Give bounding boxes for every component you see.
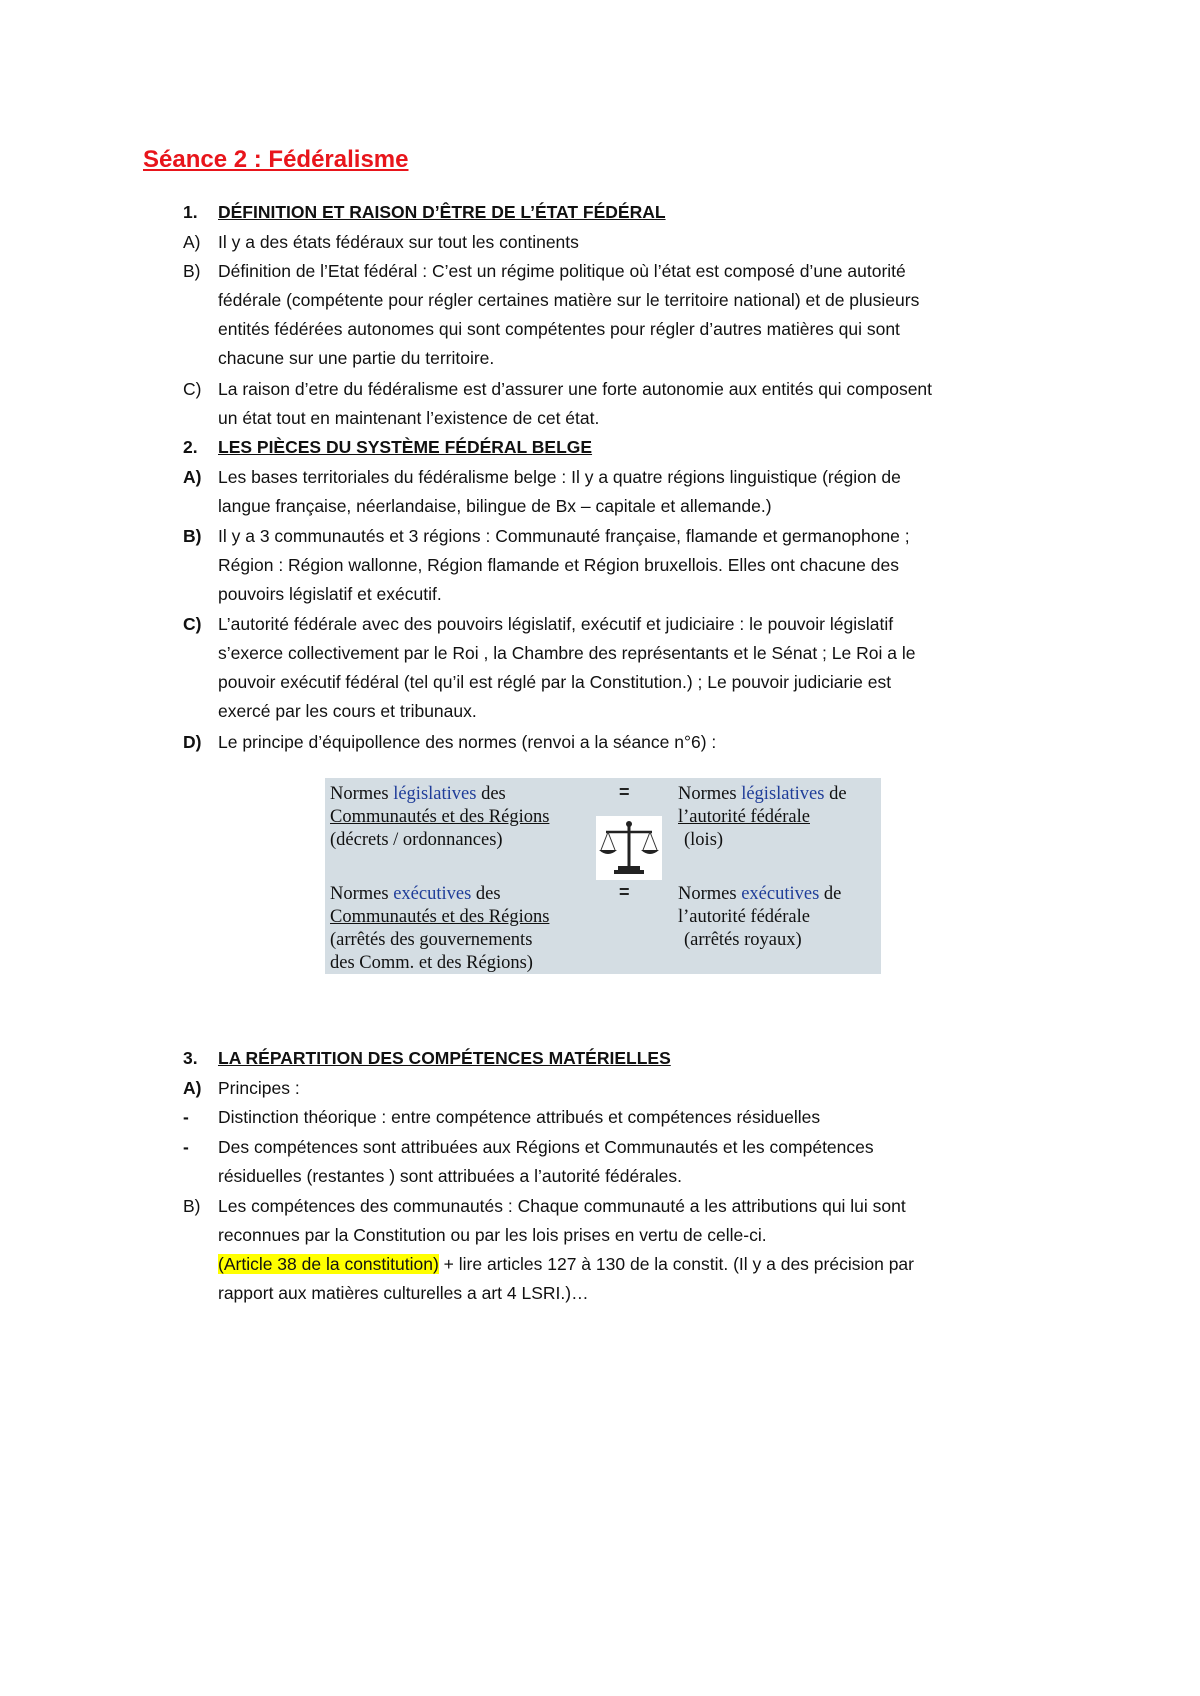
s2-c-line1: L’autorité fédérale avec des pouvoirs législatif, exécutif et judiciaire : le pouvoir législatif: [218, 614, 894, 634]
box-bottom-left-line2: Communautés et des Régions: [330, 907, 550, 927]
s2-b-line3: pouvoirs législatif et exécutif.: [218, 584, 442, 604]
s2-c-marker: C): [183, 614, 202, 634]
box-top-left-line1: Normes législatives des: [330, 784, 506, 804]
scales-of-justice-graphic: [596, 816, 662, 880]
box-top-right-line2: l’autorité fédérale: [678, 807, 810, 827]
s2-b-line2: Région : Région wallonne, Région flamande et Région bruxellois. Elles ont chacune des: [218, 555, 899, 575]
s3-a-marker: A): [183, 1078, 202, 1098]
box-top-left-line2: Communautés et des Régions: [330, 807, 550, 827]
s2-b-marker: B): [183, 526, 202, 546]
section-3-heading: LA RÉPARTITION DES COMPÉTENCES MATÉRIELLES: [218, 1048, 671, 1068]
s1-b-marker: B): [183, 261, 201, 281]
s1-b-line3: entités fédérées autonomes qui sont compétentes pour régler d’autres matières qui sont: [218, 319, 900, 339]
highlighted-article-38: (Article 38 de la constitution): [218, 1254, 439, 1274]
section-1-number: 1.: [183, 202, 198, 222]
s3-b-line4: rapport aux matières culturelles a art 4 LSRI.)…: [218, 1283, 589, 1303]
box-top-left-line3: (décrets / ordonnances): [330, 830, 503, 850]
s2-a-line1: Les bases territoriales du fédéralisme belge : Il y a quatre régions linguistique (région de: [218, 467, 901, 487]
box-bottom-left-line4: des Comm. et des Régions): [330, 953, 533, 973]
section-2-number: 2.: [183, 437, 198, 457]
box-top-right-line3: (lois): [684, 830, 724, 850]
section-1-heading: DÉFINITION ET RAISON D’ÊTRE DE L’ÉTAT FÉDÉRAL: [218, 202, 666, 222]
s3-dash2-line1: Des compétences sont attribuées aux Régions et Communautés et les compétences: [218, 1137, 874, 1157]
s3-dash1-marker: -: [183, 1107, 189, 1127]
box-top-right-line1: Normes législatives de: [678, 784, 847, 804]
s1-b-line1: Définition de l’Etat fédéral : C’est un régime politique où l’état est composé d’une autorité: [218, 261, 906, 281]
s3-b-marker: B): [183, 1196, 201, 1216]
s3-b-line1: Les compétences des communautés : Chaque communauté a les attributions qui lui sont: [218, 1196, 906, 1216]
s2-a-marker: A): [183, 467, 202, 487]
s2-c-line2: s’exerce collectivement par le Roi , la Chambre des représentants et le Sénat ; Le Roi a le: [218, 643, 916, 663]
scales-of-justice-icon: [596, 816, 662, 880]
s1-b-line2: fédérale (compétente pour régler certaines matière sur le territoire national) et de plusieurs: [218, 290, 920, 310]
section-2-heading: LES PIÈCES DU SYSTÈME FÉDÉRAL BELGE: [218, 437, 593, 457]
s2-a-line2: langue française, néerlandaise, bilingue de Bx – capitale et allemande.): [218, 496, 772, 516]
page-title: Séance 2 : Fédéralisme: [143, 146, 409, 173]
equals-sign-top: =: [619, 782, 630, 802]
box-bottom-left-line3: (arrêtés des gouvernements: [330, 930, 533, 950]
s3-dash1-text: Distinction théorique : entre compétence attribués et compétences résiduelles: [218, 1107, 821, 1127]
s2-d-marker: D): [183, 732, 202, 752]
s2-d-text: Le principe d’équipollence des normes (renvoi a la séance n°6) :: [218, 732, 717, 752]
s1-c-marker: C): [183, 379, 202, 399]
box-bottom-right-line3: (arrêtés royaux): [684, 930, 802, 950]
s3-dash2-marker: -: [183, 1137, 189, 1157]
box-bottom-right-line2: l’autorité fédérale: [678, 907, 810, 927]
s2-b-line1: Il y a 3 communautés et 3 régions : Communauté française, flamande et germanophone ;: [218, 526, 910, 546]
s3-a-text: Principes :: [218, 1078, 300, 1098]
section-3-number: 3.: [183, 1048, 198, 1068]
s3-dash2-line2: résiduelles (restantes ) sont attribuées a l’autorité fédérales.: [218, 1166, 682, 1186]
s3-b-line3: (Article 38 de la constitution) + lire articles 127 à 130 de la constit. (Il y a des précision par: [218, 1254, 914, 1274]
s1-c-line2: un état tout en maintenant l’existence de cet état.: [218, 408, 600, 428]
s2-c-line4: exercé par les cours et tribunaux.: [218, 701, 477, 721]
s3-b-line2: reconnues par la Constitution ou par les lois prises en vertu de celle-ci.: [218, 1225, 767, 1245]
box-bottom-left-line1: Normes exécutives des: [330, 884, 501, 904]
s1-a-marker: A): [183, 232, 201, 252]
s2-c-line3: pouvoir exécutif fédéral (tel qu’il est réglé par la Constitution.) ; Le pouvoir judiciarie est: [218, 672, 892, 692]
s1-c-line1: La raison d’etre du fédéralisme est d’assurer une forte autonomie aux entités qui composent: [218, 379, 933, 399]
s1-a-text: Il y a des états fédéraux sur tout les continents: [218, 232, 579, 252]
box-bottom-right-line1: Normes exécutives de: [678, 884, 842, 904]
s1-b-line4: chacune sur une partie du territoire.: [218, 348, 495, 368]
equals-sign-bottom: =: [619, 882, 630, 902]
